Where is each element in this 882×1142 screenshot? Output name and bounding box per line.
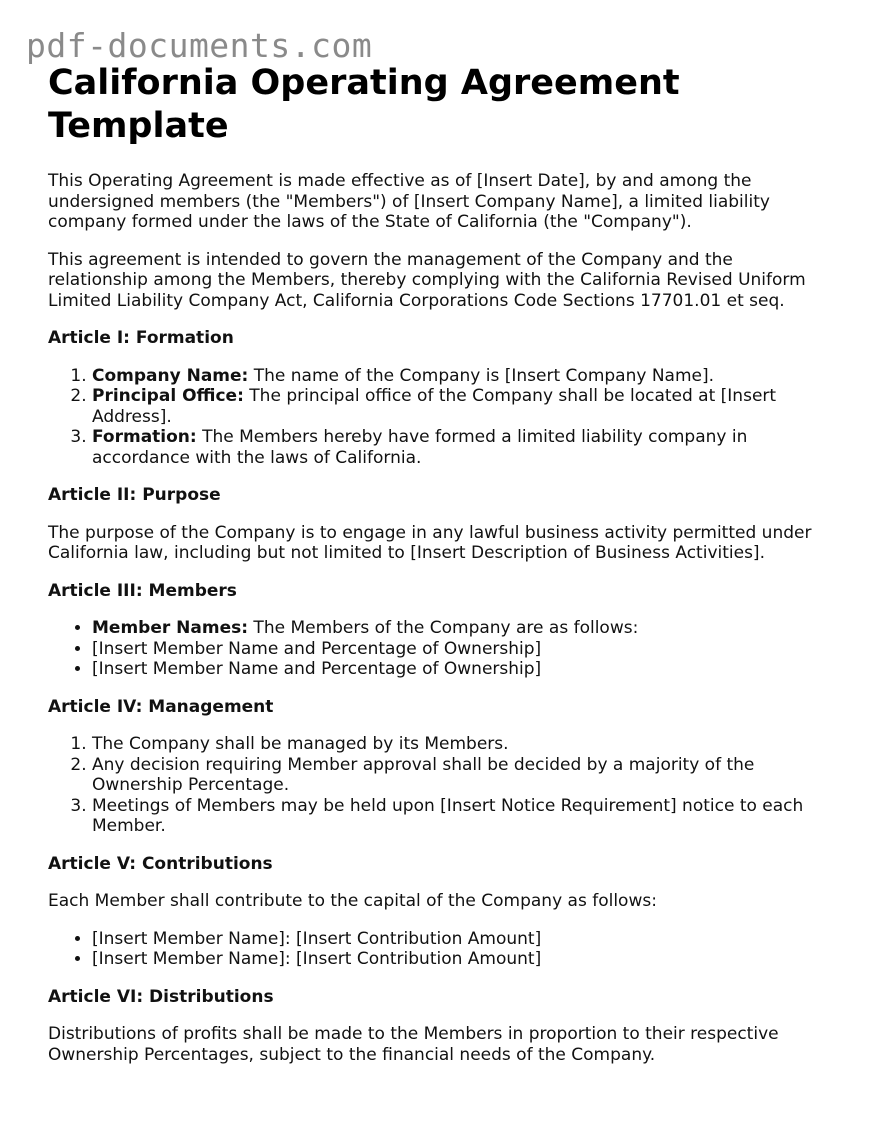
- intro-paragraph-1: This Operating Agreement is made effective as of [Insert Date], by and among the undersigned members (the "Members") of [Insert Company Name], a limited liability company formed under the laws of the State of California (the "Company").: [48, 171, 770, 232]
- article-4-heading: Article IV: Management: [48, 696, 274, 717]
- article-3-heading: Article III: Members: [48, 580, 237, 601]
- list-item: 3. Meetings of Members may be held upon [Insert Notice Requirement] notice to each Member.: [92, 796, 838, 837]
- document-body: [48, 62, 838, 1065]
- article-3-list: [48, 618, 838, 680]
- list-item: [92, 427, 838, 468]
- article-5-heading: Article V: Contributions: [48, 853, 273, 874]
- list-item-text: The principal office of the Company shall be located at [Insert Address].: [92, 386, 777, 427]
- list-item-label: Company Name:: [92, 365, 249, 386]
- list-item-text: The name of the Company is [Insert Company Name].: [248, 365, 715, 386]
- list-item-text: The Members hereby have formed a limited liability company in accordance with the laws of California.: [92, 427, 748, 468]
- document-title: California Operating Agreement Template: [48, 63, 680, 146]
- article-5-text: Each Member shall contribute to the capital of the Company as follows:: [48, 891, 657, 911]
- list-item: 1. The Company shall be managed by its Members.: [92, 734, 838, 755]
- article-6-text: Distributions of profits shall be made to the Members in proportion to their respective Ownership Percentages, subject to the financial needs of the Company.: [48, 1024, 779, 1065]
- watermark: pdf-documents.com: [26, 26, 373, 65]
- article-2-heading: Article II: Purpose: [48, 485, 221, 505]
- article-1-heading: Article I: Formation: [48, 328, 234, 348]
- list-item: [92, 618, 838, 639]
- article-5-list: [48, 929, 838, 970]
- list-item: 2. Any decision requiring Member approval shall be decided by a majority of the Ownership Percentage.: [92, 755, 838, 796]
- article-2-text: The purpose of the Company is to engage in any lawful business activity permitted under California law, including but not limited to [Insert Description of Business Activities].: [48, 522, 812, 563]
- list-item-label: Formation:: [92, 427, 197, 447]
- list-item: • [Insert Member Name and Percentage of Ownership]: [92, 659, 838, 680]
- article-6-heading: Article VI: Distributions: [48, 986, 274, 1007]
- list-item: [92, 366, 838, 387]
- list-item: • [Insert Member Name]: [Insert Contribution Amount]: [92, 949, 838, 970]
- list-item: [92, 386, 838, 427]
- list-item-label: Principal Office:: [92, 386, 244, 406]
- list-item-label: Member Names:: [92, 618, 249, 638]
- article-4-list: [48, 734, 838, 837]
- article-1-list: [48, 366, 838, 469]
- list-item: • [Insert Member Name and Percentage of Ownership]: [92, 639, 838, 660]
- list-item: • [Insert Member Name]: [Insert Contribution Amount]: [92, 929, 838, 950]
- list-item-text: The Members of the Company are as follows:: [248, 618, 639, 638]
- intro-paragraph-2: This agreement is intended to govern the management of the Company and the relationship among the Members, thereby complying with the California Revised Uniform Limited Liability Company Act, California Corporations Code Sections 17701.01 et seq.: [48, 249, 806, 311]
